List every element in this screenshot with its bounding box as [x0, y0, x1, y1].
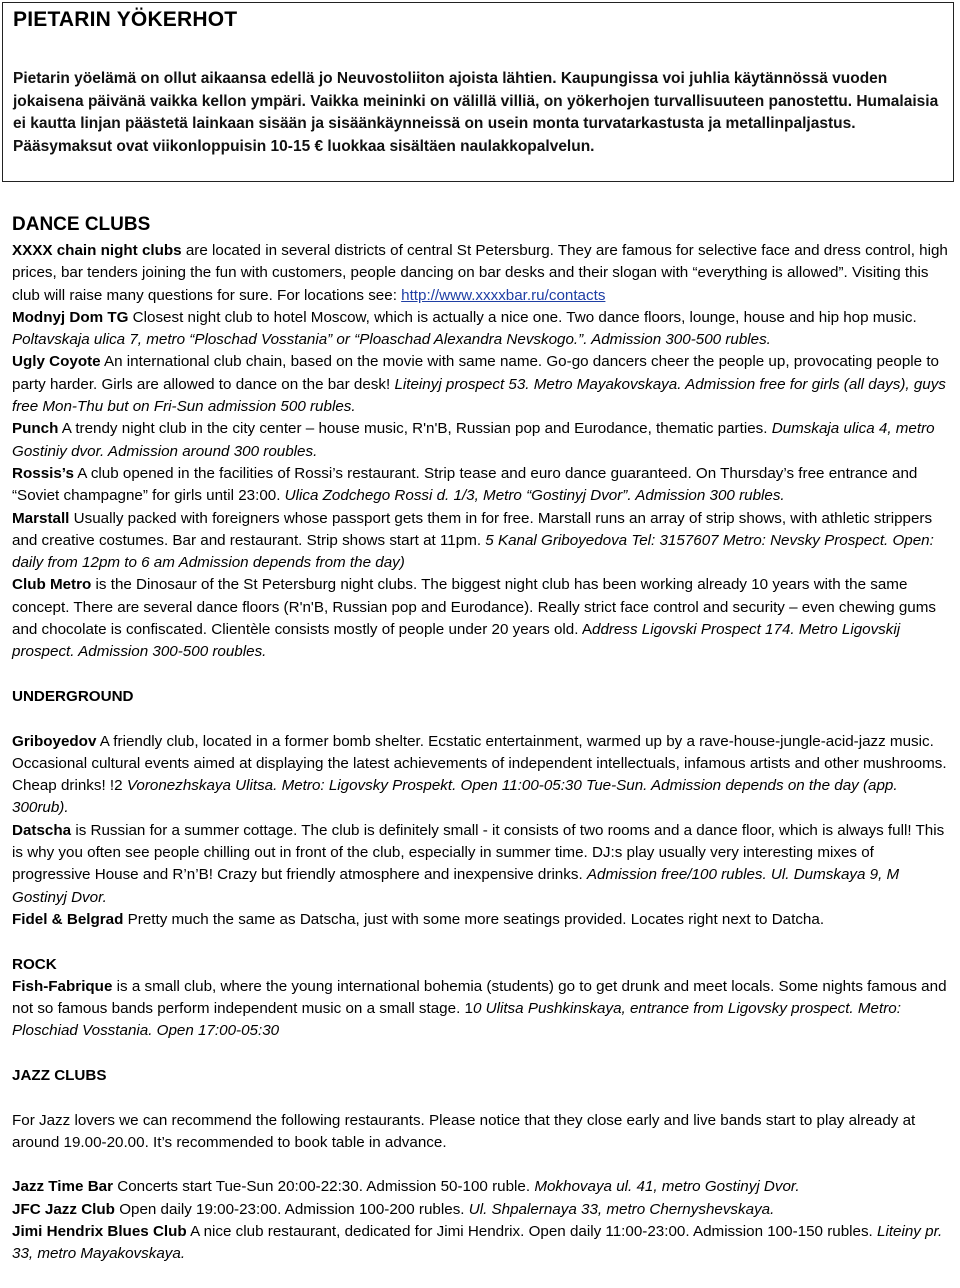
club-description: Closest night club to hotel Moscow, which is actually a nice one. Two dance floors, lounge, house and hip hop music.	[128, 308, 917, 326]
club-description: Concerts start Tue-Sun 20:00-22:30. Admission 50-100 ruble.	[113, 1178, 535, 1196]
entry-jazz-time-bar	[12, 1176, 948, 1198]
club-name: Rossis’s	[12, 464, 74, 482]
club-info: ddress Ligovski Prospect 174. Metro Ligovskij prospect. Admission 300-500 roubles.	[12, 621, 901, 661]
jazz-intro: For Jazz lovers we can recommend the following restaurants. Please notice that they close early and live bands start to play already at around 19.00-20.00. It’s recommended to book table in advance.	[12, 1111, 916, 1151]
club-info: 5 Kanal Griboyedova Tel: 3157607 Metro: Nevsky Prospect. Open: daily from 12pm to 6 am Admission depends from the day)	[12, 531, 934, 572]
spacer	[12, 664, 948, 686]
spacer	[12, 931, 948, 953]
entry-jfc-jazz-club	[12, 1199, 948, 1221]
intro-box	[2, 2, 954, 182]
club-name: Ugly Coyote	[12, 353, 101, 371]
club-description: Usually packed with foreigners whose passport gets them in for free. Marstall runs an array of strip shows, with athletic strippers and creative costumes. Bar and restaurant. Strip shows start at 11pm.	[12, 509, 933, 549]
club-description: is the Dinosaur of the St Petersburg night clubs. The biggest night club has been working already 10 years with the same concept. There are several dance floors (R'n'B, Russian pop and Eurodance). Really strict face control and security – even chewing gums and chocolate is confiscated. Clientèle consists mostly of people under 20 years old. A	[12, 576, 936, 639]
section-heading-underground: UNDERGROUND	[12, 687, 134, 705]
entry-punch	[12, 418, 948, 463]
entry-fish-fabrique	[12, 976, 948, 1043]
club-info: Dumskaja ulica 4, metro Gostiniy dvor. Admission around 300 roubles.	[12, 420, 935, 460]
entry-club-metro	[12, 574, 948, 663]
club-info: Liteinyj prospect 53. Metro Mayakovskaya. Admission free for girls (all days), guys free Mon-Thu but on Fri-Sun admission 500 rubles.	[12, 375, 946, 416]
spacer	[12, 1087, 948, 1109]
entry-griboyedov	[12, 731, 948, 820]
club-name: Club Metro	[12, 576, 92, 594]
club-name: Jazz Time Bar	[12, 1178, 114, 1196]
club-description: A friendly club, located in a former bomb shelter. Ecstatic entertainment, warmed up by a rave-house-jungle-acid-jazz music. Occasional cultural events aimed at displaying the latest achievements of independent intellectuals, infamous artists and other mushrooms. Cheap drinks! !2	[12, 732, 947, 795]
document-body	[12, 212, 948, 1266]
club-name: XXXX chain night clubs	[12, 242, 182, 259]
entry-jimi-hendrix	[12, 1221, 948, 1266]
club-name: Griboyedov	[12, 732, 97, 750]
club-info: Poltavskaja ulica 7, metro “Ploschad Vosstania” or “Ploaschad Alexandra Nevskogo.”. Admission 300-500 rubles.	[12, 331, 771, 349]
club-name: Datscha	[12, 821, 72, 839]
club-info: 0 Ulitsa Pushkinskaya, entrance from Ligovsky prospect. Metro: Ploschiad Vosstania. Open 17:00-05:30	[12, 1000, 901, 1040]
club-info: Admission free/100 rubles. Ul. Dumskaya 9, M Gostinyj Dvor.	[12, 866, 900, 906]
section-heading-dance: DANCE CLUBS	[12, 214, 151, 235]
section-heading-jazz: JAZZ CLUBS	[12, 1066, 107, 1084]
club-description: are located in several districts of central St Petersburg. They are famous for selective face and dress control, high prices, bar tenders joining the fun with customers, people dancing on bar desks and their slogan with “everything is allowed”. Visiting this club will raise many questions for sure. For locations see:	[12, 242, 948, 304]
club-name: Punch	[12, 420, 59, 438]
club-info: Liteiny pr. 33, metro Mayakovskaya.	[12, 1223, 943, 1263]
club-description: is Russian for a summer cottage. The club is definitely small - it consists of two rooms and a dance floor, which is always full! This is why you often see people chilling out in front of the club, especially in summer time. DJ:s play usually very interesting mixes of progressive House and R’n’B! Crazy but friendly atmosphere and inexpensive drinks.	[12, 821, 945, 884]
club-name: Fish-Fabrique	[12, 977, 113, 995]
entry-ugly-coyote	[12, 351, 948, 418]
club-description: Open daily 19:00-23:00. Admission 100-200 rubles.	[114, 1200, 469, 1218]
club-name: Jimi Hendrix Blues Club	[12, 1223, 187, 1241]
locations-link[interactable]: http://www.xxxxbar.ru/contacts	[401, 286, 606, 304]
club-description: An international club chain, based on the movie with same name. Go-go dancers cheer the people up, provocating people to party harder. Girls are allowed to dance on the bar desk!	[12, 353, 939, 393]
entry-marstall	[12, 508, 948, 575]
club-info: Voronezhskaya Ulitsa. Metro: Ligovsky Prospekt. Open 11:00-05:30 Tue-Sun. Admission depends on the day (app. 300rub).	[12, 777, 898, 817]
club-info: Mokhovaya ul. 41, metro Gostinyj Dvor.	[534, 1178, 800, 1196]
club-description: A club opened in the facilities of Rossi’s restaurant. Strip tease and euro dance guaranteed. On Thursday’s free entrance and “Soviet champagne” for girls until 23:00.	[12, 464, 918, 505]
spacer	[12, 1043, 948, 1065]
spacer	[12, 708, 948, 730]
entry-xxxx	[12, 240, 948, 307]
club-info: Ul. Shpalernaya 33, metro Chernyshevskaya.	[468, 1200, 775, 1218]
page-title: PIETARIN YÖKERHOT	[13, 8, 238, 31]
spacer	[12, 1154, 948, 1176]
club-name: Modnyj Dom TG	[12, 308, 129, 326]
entry-datscha	[12, 820, 948, 909]
intro-text: Pietarin yöelämä on ollut aikaansa edellä jo Neuvostoliiton ajoista lähtien. Kaupungissa voi juhlia käytännössä vuoden jokaisena päivänä vaikka kellon ympäri. Vaikka meininki on välillä villiä, on yökerhojen turvallisuuteen panostettu. Humalaisia ei kautta linjan päästetä lainkaan sisään ja sisäänkäynneissä on usein monta turvatarkastusta ja metallinpaljastus. Pääsymaksut ovat viikonloppuisin 10-15 € luokkaa sisältäen naulakkopalvelun.	[13, 70, 939, 155]
entry-rossis	[12, 463, 948, 508]
club-description: A nice club restaurant, dedicated for Jimi Hendrix. Open daily 11:00-23:00. Admission 100-150 rubles.	[186, 1223, 877, 1241]
club-description: Pretty much the same as Datscha, just with some more seatings provided. Locates right next to Datcha.	[123, 910, 825, 928]
club-name: JFC Jazz Club	[12, 1200, 115, 1218]
section-heading-rock: ROCK	[12, 955, 57, 973]
club-info: Ulica Zodchego Rossi d. 1/3, Metro “Gostinyj Dvor”. Admission 300 rubles.	[284, 487, 785, 505]
club-name: Marstall	[12, 509, 70, 527]
club-description: is a small club, where the young international bohemia (students) go to get drunk and meet locals. Some nights famous and not so famous bands perform independent music on a small stage. 1	[12, 977, 947, 1018]
club-description: A trendy night club in the city center – house music, R'n'B, Russian pop and Eurodance, thematic parties.	[58, 420, 772, 438]
club-name: Fidel & Belgrad	[12, 910, 124, 928]
entry-fidel-belgrad	[12, 909, 948, 931]
entry-modnyj-dom	[12, 307, 948, 352]
